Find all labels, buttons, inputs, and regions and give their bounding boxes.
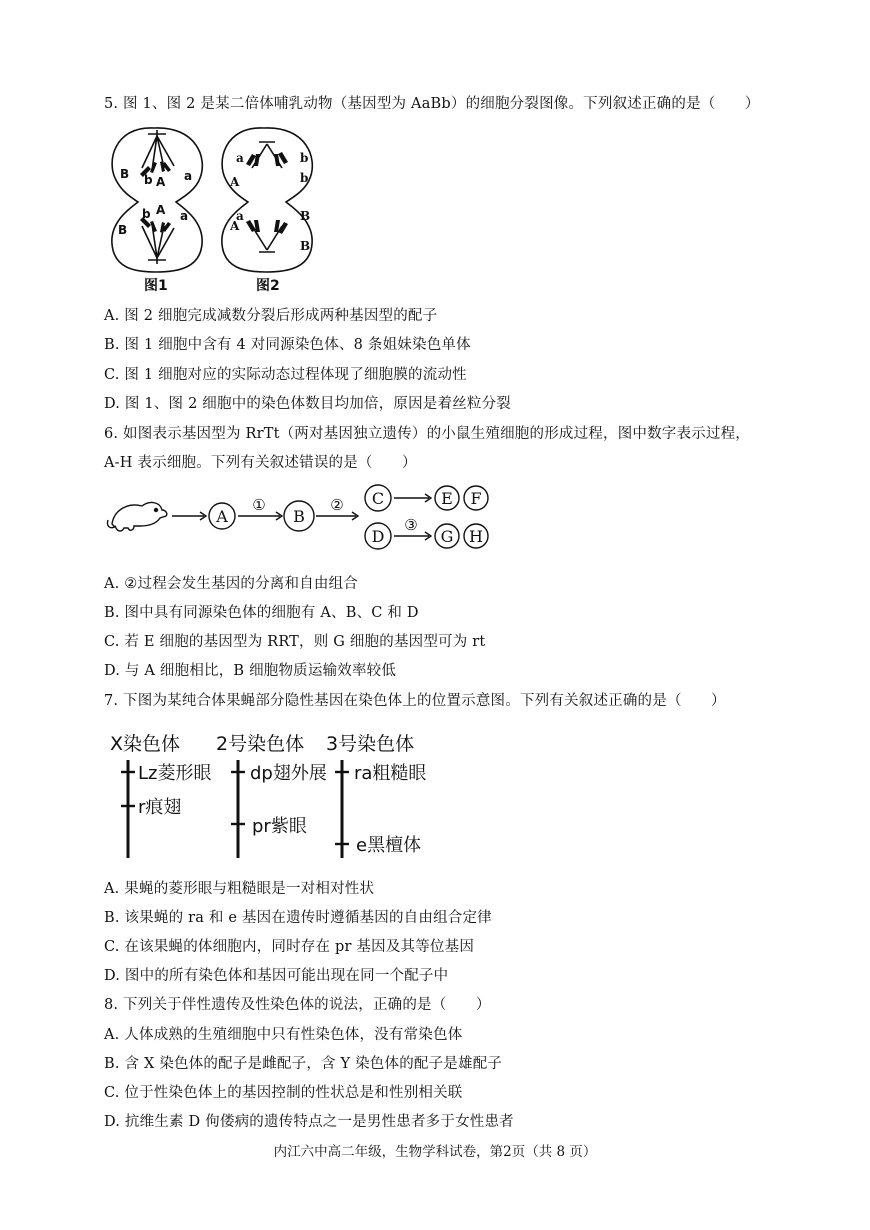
fig1-spindle-bottom <box>142 224 174 264</box>
fig2-caption: 图2 <box>256 278 280 294</box>
step-3-label: ③ <box>404 516 418 534</box>
node-c-label: C <box>371 489 385 508</box>
gene-pr: pr紫眼 <box>252 816 307 837</box>
fig2-label-B-bottom-1: B <box>300 209 311 223</box>
q8-option-b: B. 含 X 染色体的配子是雌配子，含 Y 染色体的配子是雄配子 <box>104 1056 503 1072</box>
gene-dp: dp翅外展 <box>250 763 327 784</box>
node-b-label: B <box>293 507 305 526</box>
q6-option-b: B. 图中具有同源染色体的细胞有 A、B、C 和 D <box>104 605 419 621</box>
q6-process-diagram <box>104 480 504 555</box>
fig1-label-A-bottom: A <box>156 203 166 217</box>
header-chromosome-3: 3号染色体 <box>326 733 415 755</box>
q7-option-a: A. 果蝇的菱形眼与粗糙眼是一对相对性状 <box>104 881 375 897</box>
q6-stem-line2: A-H 表示细胞。下列有关叙述错误的是（ ） <box>104 455 417 471</box>
gene-r: r痕翅 <box>138 797 182 818</box>
fig1-label-b-bottom: b <box>142 207 151 221</box>
fig1-label-B-bottom: B <box>118 223 128 237</box>
header-x-chromosome: X染色体 <box>110 733 181 755</box>
fig2-label-A-top: A <box>230 175 240 189</box>
q6-option-a: A. ②过程会发生基因的分离和自由组合 <box>104 576 358 592</box>
q5-option-a: A. 图 2 细胞完成减数分裂后形成两种基因型的配子 <box>104 308 438 324</box>
node-a-label: A <box>216 507 228 526</box>
q7-stem: 7. 下图为某纯合体果蝇部分隐性基因在染色体上的位置示意图。下列有关叙述正确的是（ ） <box>104 693 726 709</box>
node-e-label: E <box>441 489 453 508</box>
q8-stem: 8. 下列关于伴性遗传及性染色体的说法，正确的是（ ） <box>104 997 491 1013</box>
node-h-label: H <box>469 527 483 546</box>
q8-option-a: A. 人体成熟的生殖细胞中只有性染色体，没有常染色体 <box>104 1027 463 1043</box>
fig2-label-B-bottom-2: B <box>300 239 311 253</box>
q6-option-c: C. 若 E 细胞的基因型为 RRT，则 G 细胞的基因型可为 rt <box>104 634 486 650</box>
figure-2-cell <box>222 128 312 272</box>
figure-1-cell <box>112 128 202 272</box>
fig1-spindle-top <box>142 130 174 170</box>
q5-option-b: B. 图 1 细胞中含有 4 对同源染色体、8 条姐妹染色单体 <box>104 337 471 353</box>
fig1-label-b-top: b <box>144 173 153 187</box>
q5-option-c: C. 图 1 细胞对应的实际动态过程体现了细胞膜的流动性 <box>104 367 467 383</box>
fig2-label-a-bottom: a <box>236 209 244 223</box>
fig1-caption: 图1 <box>144 278 168 294</box>
gene-lz: Lz菱形眼 <box>138 763 212 784</box>
step-2-label: ② <box>330 496 344 514</box>
fig2-label-b-top-1: b <box>300 151 309 165</box>
q5-cell-figures <box>104 122 319 297</box>
header-chromosome-2: 2号染色体 <box>216 733 305 755</box>
q8-option-c: C. 位于性染色体上的基因控制的性状总是和性别相关联 <box>104 1085 463 1101</box>
fig2-label-A-bottom: A <box>230 219 240 233</box>
fig2-label-b-top-2: b <box>300 171 309 185</box>
fig1-label-a-top: a <box>184 169 193 183</box>
fig1-label-B-top: B <box>120 167 130 181</box>
q7-chromosome-diagram <box>104 726 444 866</box>
node-f-label: F <box>470 489 482 508</box>
step-1-label: ① <box>252 496 266 514</box>
q8-option-d: D. 抗维生素 D 佝偻病的遗传特点之一是男性患者多于女性患者 <box>104 1114 514 1130</box>
page-footer: 内江六中高二年级，生物学科试卷，第2页（共 8 页） <box>273 1144 597 1160</box>
q7-option-b: B. 该果蝇的 ra 和 e 基因在遗传时遵循基因的自由组合定律 <box>104 910 492 926</box>
node-g-label: G <box>440 527 454 546</box>
q6-stem-line1: 6. 如图表示基因型为 RrTt（两对基因独立遗传）的小鼠生殖细胞的形成过程，图中数字表示过程， <box>104 426 750 442</box>
q6-option-d: D. 与 A 细胞相比，B 细胞物质运输效率较低 <box>104 663 397 679</box>
q5-option-d: D. 图 1、图 2 细胞中的染色体数目均加倍，原因是着丝粒分裂 <box>104 396 512 412</box>
mouse-illustration <box>107 503 166 531</box>
gene-e: e黑檀体 <box>356 835 422 856</box>
fig2-label-a-top: a <box>236 151 244 165</box>
fig2-chromosomes <box>246 152 288 234</box>
fig1-label-a-bottom: a <box>180 209 189 223</box>
node-d-label: D <box>371 527 385 546</box>
q5-stem: 5. 图 1、图 2 是某二倍体哺乳动物（基因型为 AaBb）的细胞分裂图像。下列叙述正确的是（ ） <box>104 96 760 112</box>
gene-ra: ra粗糙眼 <box>354 763 427 784</box>
q7-option-c: C. 在该果蝇的体细胞内，同时存在 pr 基因及其等位基因 <box>104 939 475 955</box>
q7-option-d: D. 图中的所有染色体和基因可能出现在同一个配子中 <box>104 968 449 984</box>
fig1-label-A-top: A <box>156 175 166 189</box>
fig1-chromosomes <box>140 161 171 233</box>
